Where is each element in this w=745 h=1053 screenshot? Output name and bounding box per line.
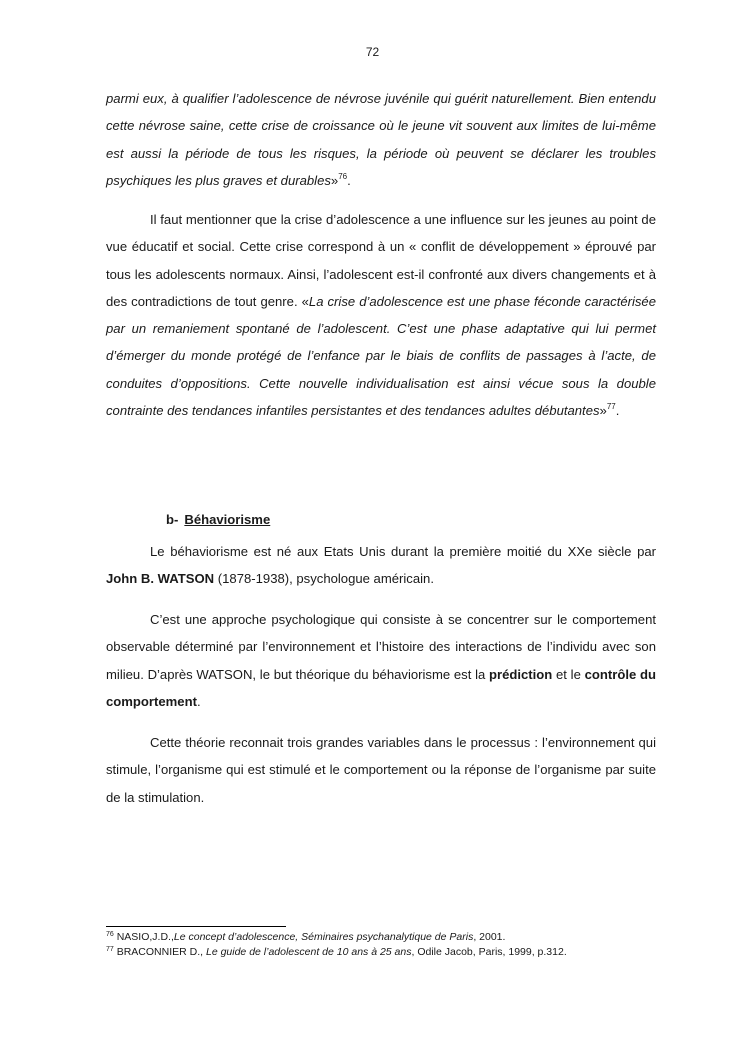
paragraph-crise-adolescence xyxy=(106,206,656,424)
footnote-title: Le concept d’adolescence, Séminaires psychanalytique de Paris xyxy=(173,931,474,943)
footnote-76 xyxy=(106,930,666,945)
section-heading xyxy=(166,508,270,532)
section-label: b- xyxy=(166,512,179,527)
footnote-author: BRACONNIER D., xyxy=(113,946,206,958)
bold-term-controle: contrôle du comportement xyxy=(106,666,656,709)
footnote-details: , 2001. xyxy=(473,931,506,943)
period: . xyxy=(615,403,620,419)
paragraph-behaviorisme-origin xyxy=(106,538,656,593)
paragraph-text: Le béhaviorisme est né aux Etats Unis durant la première moitié du XXe siècle par xyxy=(150,544,656,559)
author-name: John B. WATSON xyxy=(106,571,215,587)
bold-term-prediction: prédiction xyxy=(489,666,553,682)
period: . xyxy=(347,172,351,188)
footnote-title: Le guide de l’adolescent de 10 ans à 25 ans xyxy=(205,946,412,958)
paragraph-behaviorisme-definition xyxy=(106,606,656,715)
paragraph-quote-continuation xyxy=(106,85,656,194)
paragraph-variables xyxy=(106,729,656,811)
paragraph-text: Il faut mentionner que la crise d’adolescence a une influence sur les jeunes au point de vue éducatif et social. Cette crise correspond à un « conflit de développement » éprouvé par tous les adolescents normaux. Ainsi, l’adolescent est-il confronté aux divers changements et à des contradictions de tout genre. « xyxy=(106,212,656,309)
footnote-ref-76: 76 xyxy=(338,171,348,181)
footnote-separator xyxy=(106,926,286,927)
section-title: Béhaviorisme xyxy=(184,512,271,527)
footnote-author: NASIO,J.D., xyxy=(113,931,174,943)
footnote-details: , Odile Jacob, Paris, 1999, p.312. xyxy=(411,946,567,958)
quote-text: La crise d’adolescence est une phase féconde caractérisée par un remaniement spontané de l’adolescent. C’est une phase adaptative qui lui permet d’émerger du monde protégé de l’enfance par le biais de conflits de passages à l’acte, de conduites d’oppositions. Cette nouvelle individualisation est ainsi vécue sous la double contrainte des tendances infantiles persistantes et des tendances adultes débutantes xyxy=(106,293,656,419)
closing-guillemet: » xyxy=(599,403,607,419)
footnote-number: 76 xyxy=(106,931,114,938)
paragraph-text: Cette théorie reconnait trois grandes variables dans le processus : l’environnement qui stimule, l’organisme qui est stimulé et le comportement ou la réponse de l’organisme par suite de la stimulation. xyxy=(106,735,656,805)
closing-guillemet: » xyxy=(330,172,339,188)
footnotes xyxy=(106,930,666,960)
footnote-number: 77 xyxy=(106,946,114,953)
quote-text: parmi eux, à qualifier l’adolescence de névrose juvénile qui guérit naturellement. Bien entendu cette névrose saine, cette crise de croissance où le jeune vit souvent aux limites de lui-même est aussi la période de tous les risques, la période où peuvent se déclarer les troubles psychiques les plus graves et durables xyxy=(106,91,656,188)
paragraph-text: (1878-1938), psychologue américain. xyxy=(214,571,434,587)
footnote-77 xyxy=(106,945,666,960)
paragraph-text: et le xyxy=(552,666,585,682)
period: . xyxy=(196,693,201,709)
page-number: 72 xyxy=(365,45,380,59)
footnote-ref-77: 77 xyxy=(606,402,616,412)
paragraph-text: C’est une approche psychologique qui consiste à se concentrer sur le comportement observable déterminé par l’environnement et l’histoire des interactions de l’individu avec son milieu. D’après WATSON, le but théorique du béhaviorisme est la xyxy=(106,612,656,682)
